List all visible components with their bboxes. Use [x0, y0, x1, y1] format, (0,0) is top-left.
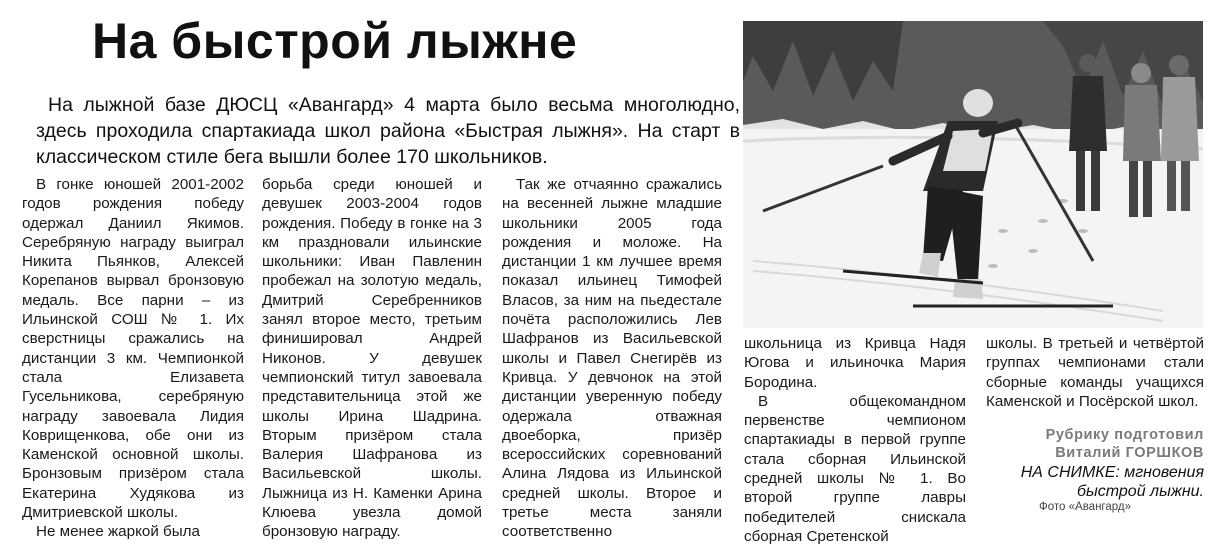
photo-caption	[986, 463, 1204, 501]
lead-paragraph: На лыжной базе ДЮСЦ «Авангард» 4 марта было весьма многолюдно, здесь проходила спартакиада школ района «Быстрая лыжня». На старт в классическом стиле бега вышли более 170 школьников.	[36, 94, 740, 168]
author-credit	[986, 426, 1204, 462]
column-paragraph: школы. В третьей и четвёртой группах чемпионами стали сборные команды учащихся Каменской и Посёрской школ.	[986, 335, 1204, 410]
column-paragraph: Не менее жаркой была	[36, 523, 200, 541]
article-column-2	[262, 175, 482, 542]
article-column-5	[986, 334, 1204, 411]
column-paragraph: Так же отчаянно сражались на весенней лыжне младшие школьники 2005 года рождения и моложе. На дистанции 1 км лучшее время показал ильинец Тимофей Власов, за ним на пьедестале почёта расположились Лев Шафранов из Васильевской школы и Павел Снегирёв из Кривца. У девчонок на этой дистанции уверенную победу одержала отважная двоеборка, призёр всероссийских соревнований Алина Лядова из Ильинской средней школы. Второе и третье места заняли соответственно	[502, 176, 722, 541]
headline: На быстрой лыжне	[92, 13, 578, 69]
photo-credit: Фото «Авангард»	[1039, 501, 1131, 513]
article-column-1	[22, 175, 244, 542]
article-photo	[743, 21, 1203, 328]
column-paragraph: В общекомандном первенстве чемпионом спартакиады в первой группе стала сборная Ильинской средней школы № 1. Во второй группе лавры победителей снискала сборная Сретенской	[744, 392, 966, 545]
article-column-4	[744, 334, 966, 546]
caption-text: мгновения быстрой лыжни.	[1076, 464, 1204, 500]
credit-author: Виталий ГОРШКОВ	[1055, 445, 1204, 461]
caption-label: НА СНИМКЕ:	[1020, 464, 1120, 481]
article-column-3	[502, 175, 722, 542]
credit-line: Рубрику подготовил	[1045, 427, 1204, 443]
column-paragraph: В гонке юношей 2001-2002 годов рождения победу одержал Даниил Якимов. Серебряную награду выиграл Никита Пьянков, Алексей Корепанов вырвал бронзовую медаль. Все парни – из Ильинской СОШ № 1. Их сверстницы сражались на дистанции 3 км. Чемпионкой стала Елизавета Гусельникова, серебряную награду завоевала Лидия Коврищенкова, обе они из Каменской основной школы. Бронзовым призёром стала Екатерина Худякова из Дмитриевской школы.	[22, 176, 244, 522]
column-paragraph: борьба среди юношей и девушек 2003-2004 годов рождения. Победу в гонке на 3 км праздновали ильинские школьники: Иван Павленин пробежал на золотую медаль, Дмитрий Серебренников занял второе место, третьим финишировал Андрей Никонов. У девушек чемпионский титул завоевала представительница этой же школы Ирина Шадрина. Вторым призёром стала Валерия Шафранова из Васильевской школы. Лыжница из Н. Каменки Арина Клюева увезла домой бронзовую награду.	[262, 176, 482, 541]
column-paragraph: школьница из Кривца Надя Югова и ильиночка Мария Бородина.	[744, 335, 966, 391]
